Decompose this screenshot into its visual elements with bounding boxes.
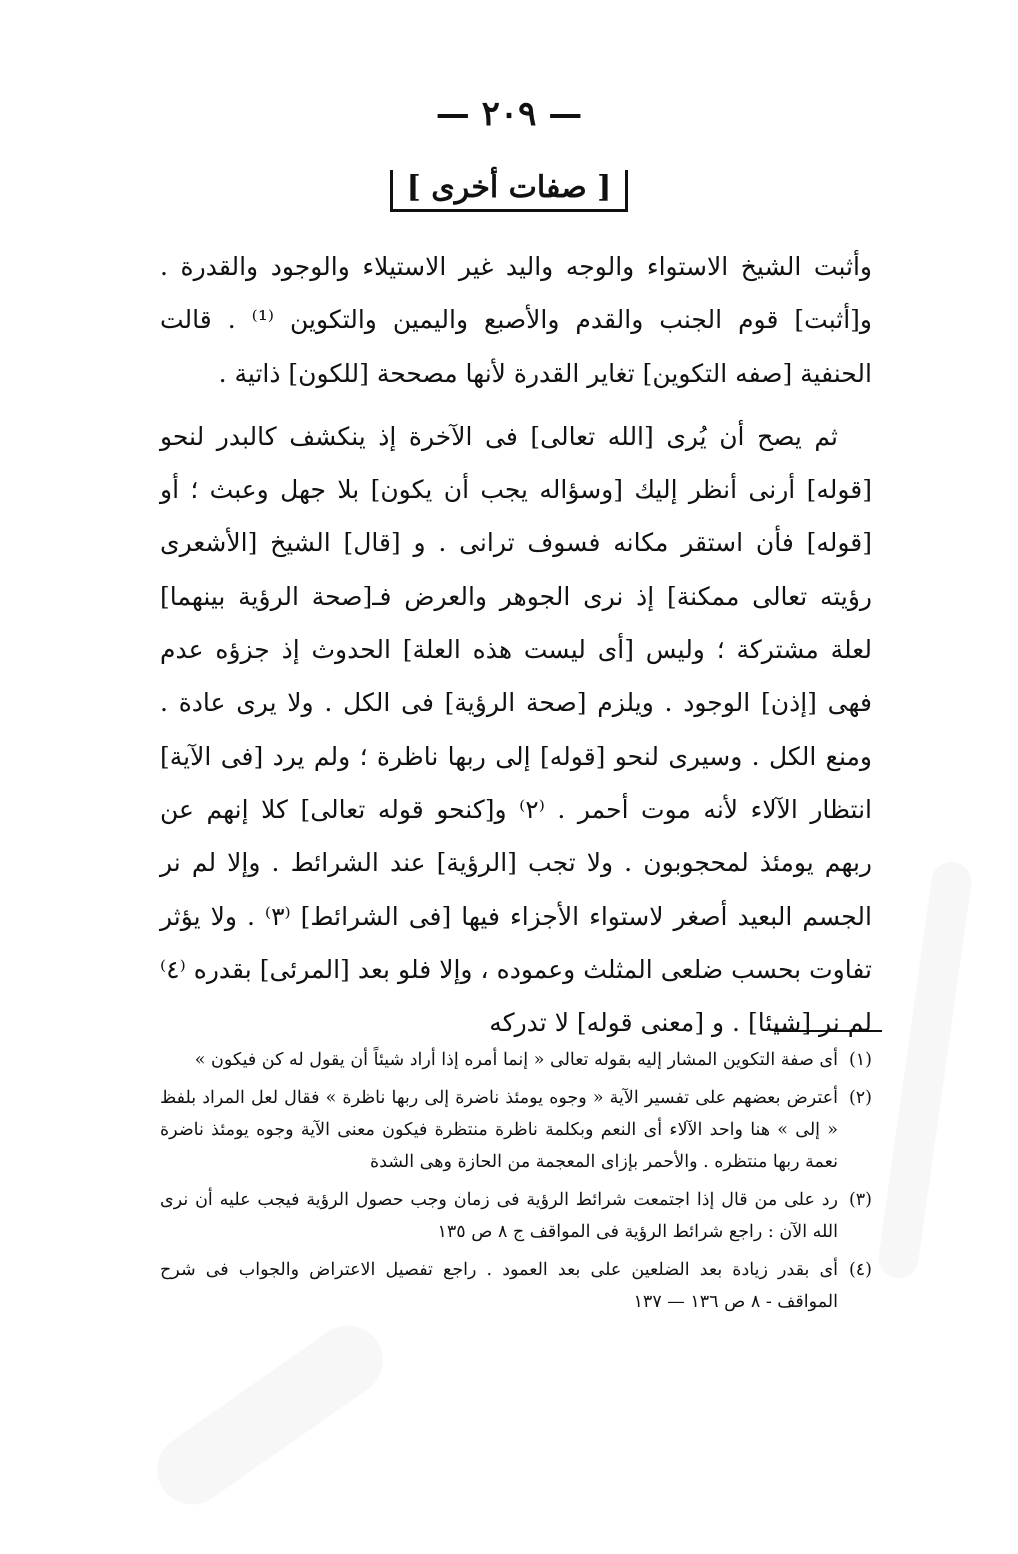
footnote-number: (٤) [848, 1260, 872, 1280]
text-line: [الرؤية] عند الشرائط . وإلا لم نر الجسم البعيد أصغر لاستواء الأجزاء [160, 848, 872, 931]
footnote-number: (١) [848, 1050, 872, 1070]
text-line: أرنى أنظر إليك [وسؤاله يجب أن يكون] بلا جهل وعبث ؛ أو [قوله] فأن [160, 475, 872, 558]
footnote [160, 1254, 872, 1318]
footnotes [160, 1044, 872, 1324]
footnote-text: أعترض بعضهم على تفسير الآية « وجوه يومئذ ناضرة إلى ربها ناظرة » فقال لعل المراد بلفظ « إلى » هنا واحد الآلاء أى النعم وبكلمة ناظرة منتظرة فيكون معنى الآية وجوه يومئذ ناضرة نعمة ربها منتظره . والأحمر بإزاى المعجمة من الحازة وهى الشدة [160, 1088, 838, 1172]
paper-smudge [876, 859, 974, 1280]
footnote-text: أى بقدر زيادة بعد الضلعين على بعد العمود . راجع تفصيل الاعتراض والجواب فى شرح المواقف - ٨ ص ١٣٦ — ١٣٧ [160, 1260, 838, 1312]
section-heading-text: [ صفات أخرى ] [390, 170, 629, 212]
footnote [160, 1044, 872, 1076]
page-number: — ٢٠٩ — [435, 94, 583, 134]
text-line: فيها [فى الشرائط] ⁽٣⁾ . ولا يؤثر تفاوت بحسب ضلعى المثلث وعموده ، [160, 901, 872, 984]
paper-smudge [143, 1312, 396, 1518]
text-line: إذ نرى الجوهر والعرض فـ[صحة الرؤية بينهما] لعلة مشتركة ؛ وليس [أى [160, 581, 872, 665]
main-text [160, 240, 872, 1049]
text-line: ثم يصح أن يُرى [الله تعالى] فى الآخرة إذ ينكشف كالبدر لنحو [قوله] [160, 421, 873, 505]
text-line: و[كنحو قوله تعالى] كلا إنهم عن ربهم يومئذ لمحجوبون . ولا تجب [160, 794, 872, 878]
footnote-separator [774, 1030, 882, 1032]
footnote [160, 1082, 872, 1178]
text-line: و[أثبت] قوم الجنب والقدم والأصبع واليمين والتكوين ⁽¹⁾ . قالت الحنفية [160, 305, 872, 388]
paragraph [160, 240, 872, 400]
paragraph [160, 410, 872, 1050]
text-line: استقر مكانه فسوف ترانى . و [قال] الشيخ [الأشعرى رؤيته تعالى ممكنة] [160, 528, 873, 611]
text-line: إلى ربها ناظرة ؛ ولم يرد [فى الآية] انتظار الآلاء لأنه موت أحمر . ⁽٢⁾ [160, 741, 872, 824]
text-line: وإلا فلو بعد [المرئى] بقدره ⁽٤⁾ لم نر [شيئا] . و [معنى قوله] لا تدركه [160, 954, 872, 1038]
text-line: ليست هذه العلة] الحدوث إذ جزؤه عدم فهى [إذن] الوجود . ويلزم [صحة [160, 635, 872, 718]
text-line: وأثبت الشيخ الاستواء والوجه واليد غير الاستيلاء والوجود والقدرة . [160, 252, 872, 281]
footnote [160, 1184, 872, 1248]
footnote-text: أى صفة التكوين المشار إليه بقوله تعالى « إنما أمره إذا أراد شيئاً أن يقول له كن فيكون » [194, 1050, 838, 1070]
section-heading [0, 170, 1018, 212]
footnote-number: (٢) [848, 1088, 872, 1108]
text-line: [صفه التكوين] تغاير القدرة لأنها مصححة [للكون] ذاتية . [218, 358, 793, 388]
text-line: الرؤية] فى الكل . ولا يرى عادة . ومنع الكل . وسيرى لنحو [قوله] [160, 688, 872, 771]
footnote-text: رد على من قال إذا اجتمعت شرائط الرؤية فى زمان وجب حصول الرؤية فيجب عليه أن نرى الله الآن : راجع شرائط الرؤية فى المواقف ج ٨ ص ١٣٥ [160, 1190, 838, 1242]
footnote-number: (٣) [848, 1190, 872, 1210]
